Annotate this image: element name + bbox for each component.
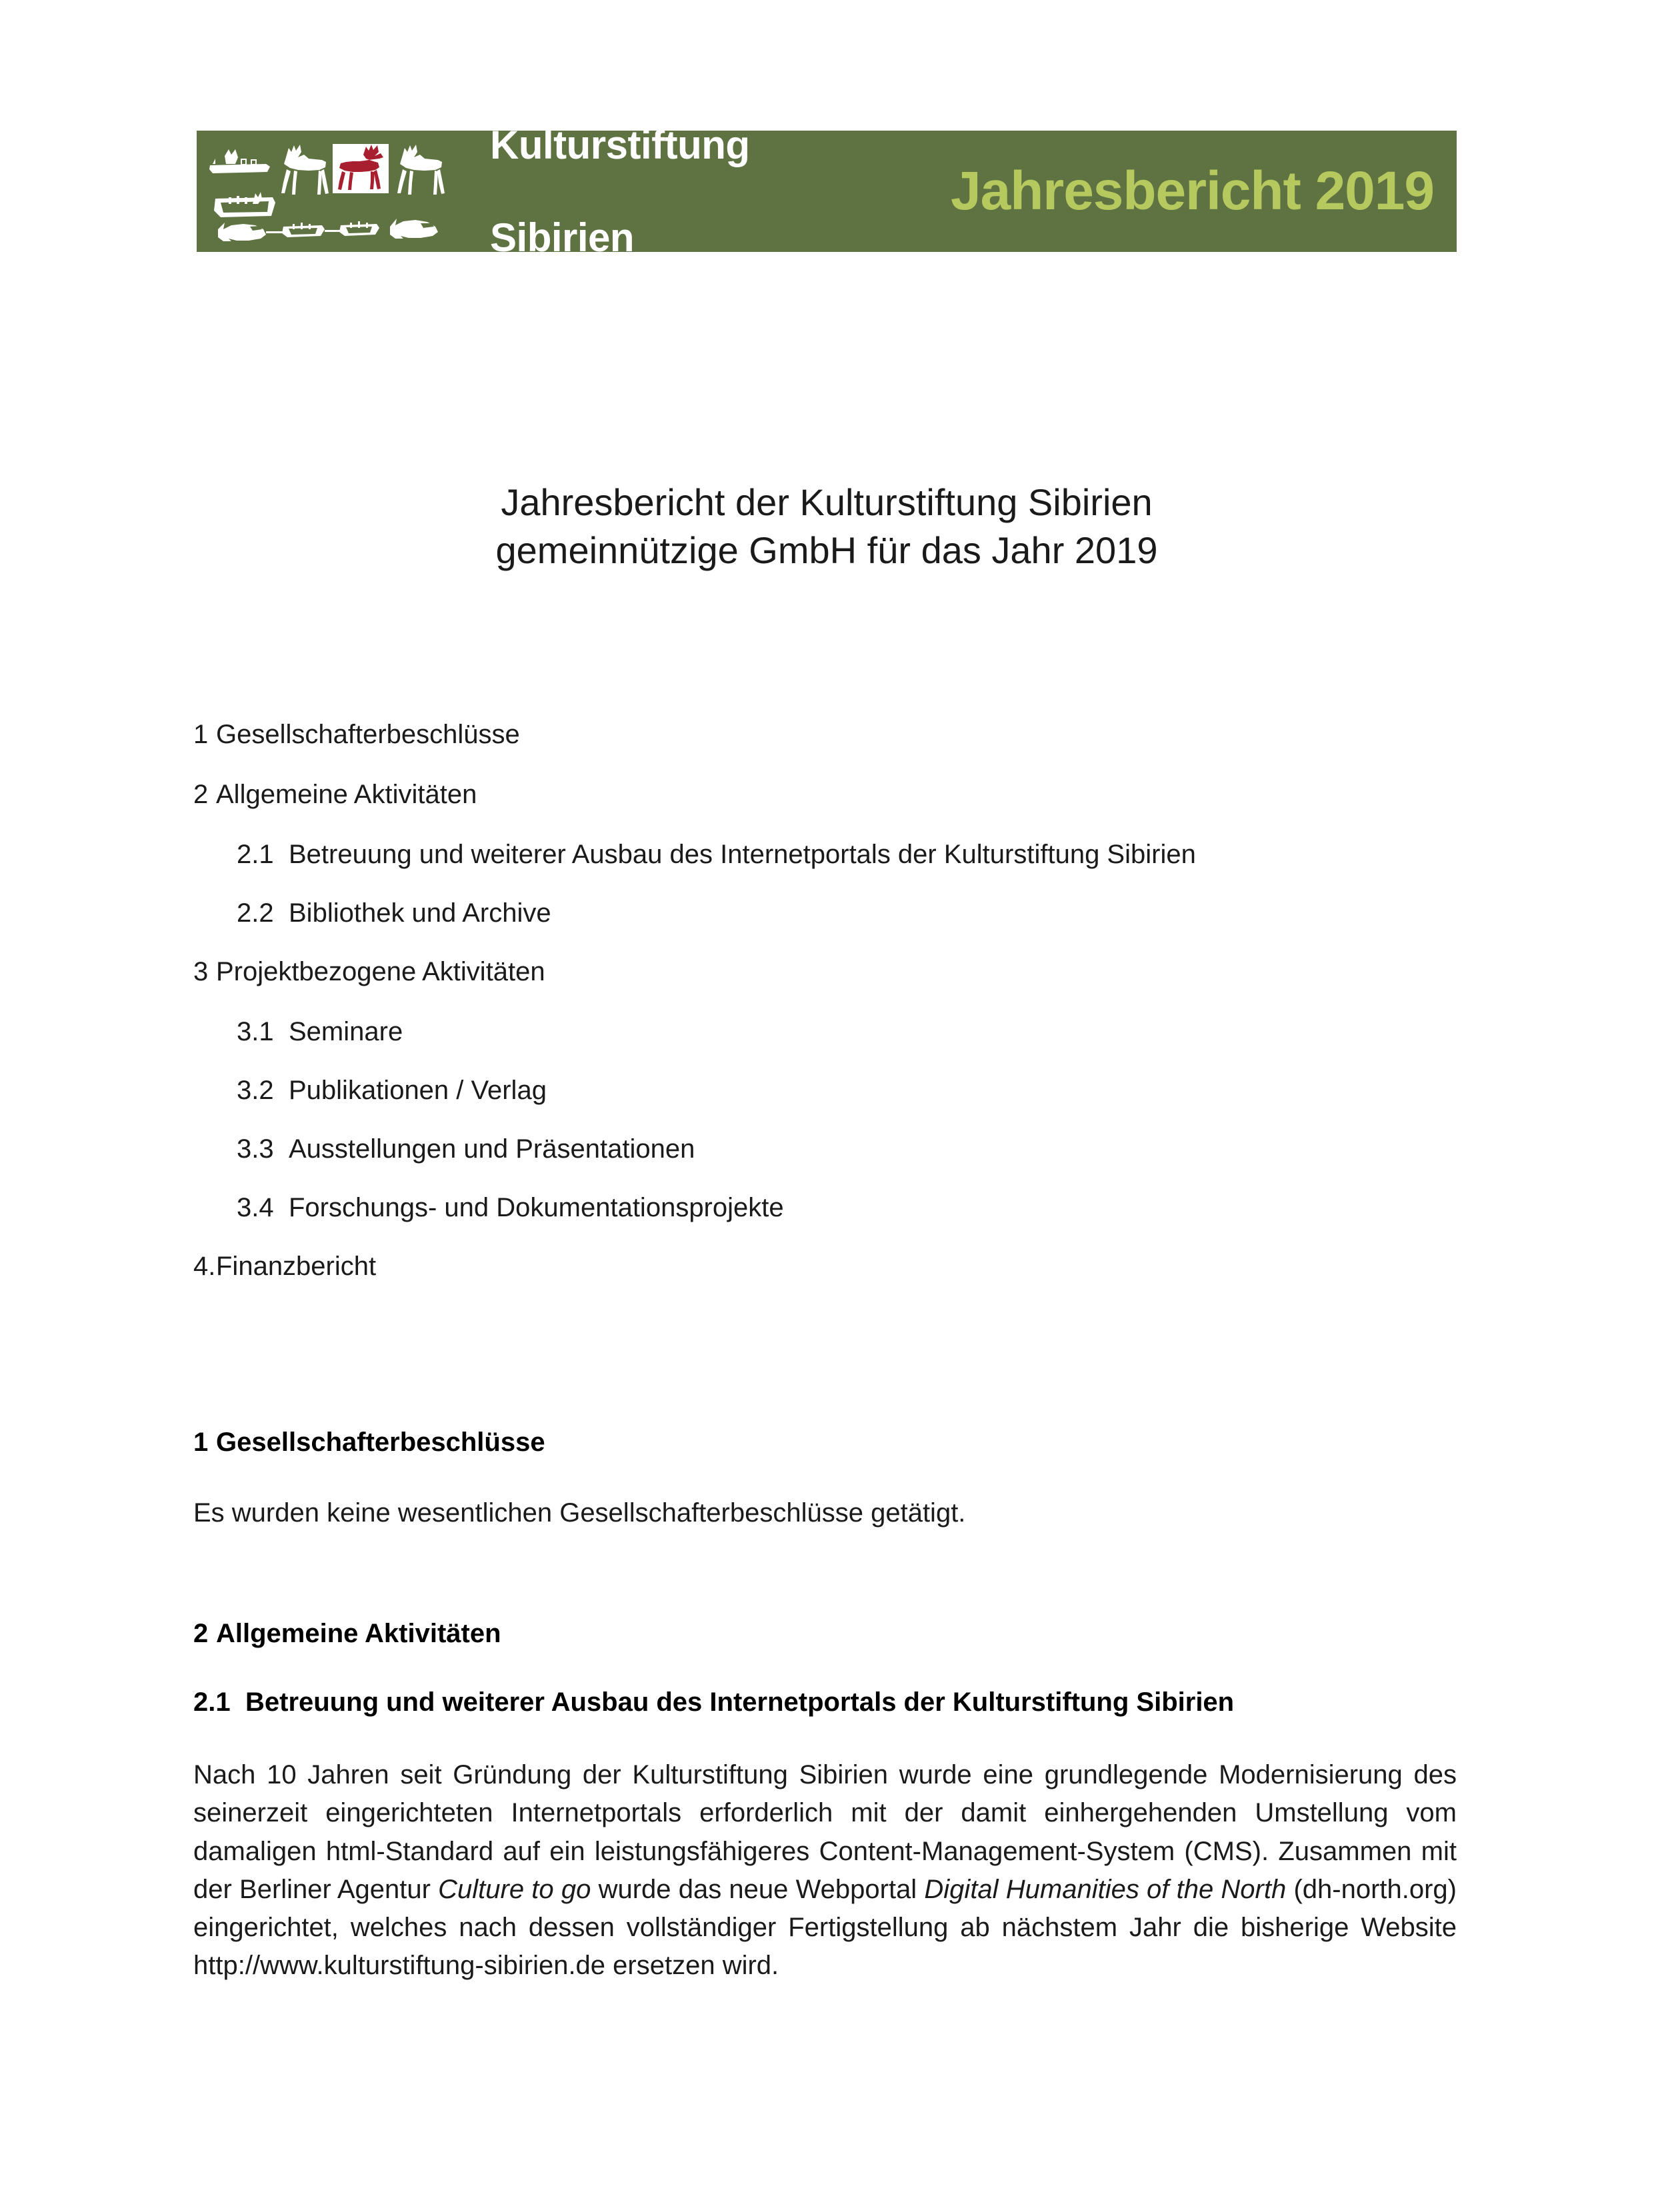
whale-petroglyph-icon <box>218 223 266 241</box>
toc-item-number: 3.2 <box>237 1076 274 1105</box>
toc-item-label: Betreuung und weiterer Ausbau des Internetportals der Kulturstiftung Sibirien <box>289 840 1196 869</box>
toc-item-label: Ausstellungen und Präsentationen <box>289 1134 695 1164</box>
page-title-line-2: gemeinnützige GmbH für das Jahr 2019 <box>495 529 1158 572</box>
toc-item-1[interactable] <box>193 718 1460 750</box>
toc-item-label: Forschungs- und Dokumentationsprojekte <box>289 1193 784 1222</box>
subsection-title: Betreuung und weiterer Ausbau des Internetportals der Kulturstiftung Sibirien <box>245 1687 1235 1717</box>
toc-item-label: Seminare <box>289 1017 403 1046</box>
section-number: 1 <box>193 1428 209 1457</box>
header-banner <box>197 122 1457 260</box>
petroglyph-logo-icon <box>209 141 475 241</box>
page-title <box>197 479 1457 576</box>
toc-item-3-3[interactable] <box>193 1133 1460 1165</box>
toc-item-number: 4. <box>193 1252 216 1281</box>
canoe-petroglyph-icon <box>214 192 275 217</box>
paragraph-part-3: (dh-north.org) eingerichtet, welches nach dessen vollständiger Fertigstellung ab nächstem Jahr die bisherige Website http://www.kulturstiftung-sibirien.de ersetzen wird. <box>193 1874 1457 1981</box>
toc-item-2[interactable] <box>193 778 1460 810</box>
italic-portal-name: Digital Humanities of the North <box>924 1874 1287 1904</box>
toc-item-number: 3.3 <box>237 1134 274 1164</box>
toc-item-number: 1 <box>193 720 209 749</box>
reindeer-petroglyph-icon <box>281 145 329 195</box>
page-title-line-1: Jahresbericht der Kulturstiftung Sibirien <box>501 481 1153 523</box>
report-title-banner: Jahresbericht 2019 <box>950 161 1434 221</box>
toc-item-2-2[interactable] <box>193 897 1460 929</box>
document-body <box>193 1426 1457 1985</box>
toc-item-label: Allgemeine Aktivitäten <box>216 780 477 809</box>
toc-item-3-2[interactable] <box>193 1074 1460 1106</box>
subsection-heading-2-1 <box>193 1685 1457 1719</box>
toc-item-label: Projektbezogene Aktivitäten <box>216 957 545 986</box>
whale-petroglyph-icon-2 <box>390 219 438 239</box>
section-title: Gesellschafterbeschlüsse <box>216 1428 545 1457</box>
section-title: Allgemeine Aktivitäten <box>216 1619 501 1649</box>
subsection-number: 2.1 <box>193 1687 231 1717</box>
italic-agency-name: Culture to go <box>438 1874 591 1904</box>
toc-item-label: Finanzbericht <box>216 1252 377 1281</box>
toc-item-3[interactable] <box>193 956 1460 988</box>
reindeer-petroglyph-icon-2 <box>397 145 445 195</box>
brand-line-2: Sibirien <box>490 215 635 260</box>
toc-item-number: 2.2 <box>237 898 274 928</box>
section-1-paragraph: Es wurden keine wesentlichen Gesellschafterbeschlüsse getätigt. <box>193 1498 966 1528</box>
toc-item-3-1[interactable] <box>193 1016 1460 1048</box>
table-of-contents <box>193 718 1460 1310</box>
toc-item-4[interactable] <box>193 1250 1460 1282</box>
brand-line-1: Kulturstiftung <box>490 122 750 167</box>
section-2-1-paragraph <box>193 1756 1457 1985</box>
brand-name <box>490 75 750 307</box>
paragraph-part-1: Nach 10 Jahren seit Gründung der Kulturstiftung Sibirien wurde eine grundlegende Modernisierung des seinerzeit eingerichteten Internetportals erforderlich mit der damit einhergehenden Umstellung vom damaligen html-Standard auf ein leistungsfähigeres Content-Management-System (CMS). Zusammen mit der Berliner Agentur <box>193 1760 1457 1904</box>
toc-item-number: 2 <box>193 780 209 809</box>
canoe-chain-petroglyph-icon <box>266 221 379 237</box>
section-heading-2 <box>193 1618 1457 1650</box>
organization-logo <box>197 122 750 260</box>
sled-petroglyph-icon <box>209 149 270 173</box>
toc-item-label: Publikationen / Verlag <box>289 1076 547 1105</box>
section-heading-1 <box>193 1426 1457 1458</box>
toc-item-number: 3.4 <box>237 1193 274 1222</box>
toc-item-number: 3.1 <box>237 1017 274 1046</box>
toc-item-3-4[interactable] <box>193 1192 1460 1224</box>
toc-item-number: 2.1 <box>237 840 274 869</box>
section-spacer <box>193 1532 1457 1618</box>
paragraph-part-2: wurde das neue Webportal <box>591 1874 925 1904</box>
toc-item-2-1[interactable] <box>193 838 1460 870</box>
toc-item-number: 3 <box>193 957 209 986</box>
section-number: 2 <box>193 1619 209 1649</box>
toc-item-label: Bibliothek und Archive <box>289 898 551 928</box>
toc-item-label: Gesellschafterbeschlüsse <box>216 720 520 749</box>
